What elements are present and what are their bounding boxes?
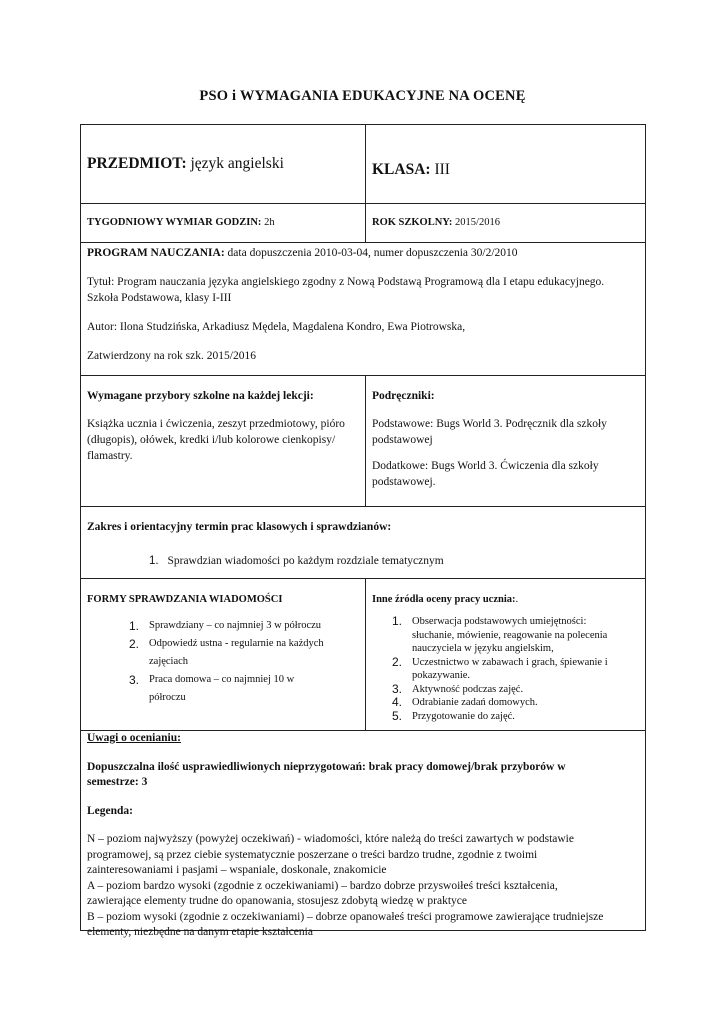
legenda-line: elementy, niezbędne na danym etapie kształcenia — [87, 926, 313, 938]
klasa-cell — [365, 124, 646, 204]
legenda-heading: Legenda: — [87, 804, 133, 817]
klasa-value: III — [434, 161, 450, 178]
zrodla-item: 2. Uczestnictwo w zabawach i grach, śpiewanie i pokazywanie. — [392, 654, 608, 681]
rok-cell — [365, 203, 646, 243]
zakres-heading: Zakres i orientacyjny termin prac klasowych i sprawdzianów: — [87, 521, 392, 533]
dopuszczalna-line1: Dopuszczalna ilość usprawiedliwionych nieprzygotowań: brak pracy domowej/brak przyborów w — [87, 760, 566, 773]
podreczniki-cell — [365, 375, 646, 507]
legenda-line: B – poziom wysoki (zgodnie z oczekiwaniami) – dobrze opanowałeś treści programowe zawierające trudniejsze — [87, 910, 604, 923]
formy-cell — [80, 578, 366, 731]
przybory-line2: (długopis), ołówek, kredki i/lub kolorowe cienkopisy/ — [87, 434, 336, 446]
program-cell — [80, 242, 646, 376]
zakres-cell — [80, 506, 646, 579]
przybory-heading: Wymagane przybory szkolne na każdej lekcji: — [87, 390, 314, 402]
formy-item: 3. Praca domowa – co najmniej 10 w półroczu — [129, 673, 295, 703]
program-label: PROGRAM NAUCZANIA: — [87, 247, 225, 259]
legenda-line: programowej, są przez ciebie systematycznie poszerzane o treści bardzo trudne, zgodnie z twoimi — [87, 848, 538, 861]
podreczniki-p2-line2: podstawowej. — [372, 476, 436, 488]
legenda-line: A – poziom bardzo wysoki (zgodnie z oczekiwaniami) – bardzo dobrze przyswoiłeś treści kształcenia, — [87, 879, 558, 892]
zrodla-item: 4. Odrabianie zadań domowych. — [392, 695, 538, 709]
program-tytul-line1: Tytuł: Program nauczania języka angielskiego zgodny z Nową Podstawą Programową dla I etapu edukacyjnego. — [87, 276, 605, 288]
zakres-item-number: 1. — [149, 555, 159, 567]
przedmiot-value: język angielski — [190, 155, 284, 172]
klasa-label: KLASA: — [372, 161, 431, 178]
podreczniki-p1-line2: podstawowej — [372, 434, 433, 446]
formy-list — [125, 619, 361, 705]
zrodla-list — [388, 615, 641, 723]
rok-value: 2015/2016 — [455, 217, 500, 228]
formy-item: 2. Odpowiedź ustna - regularnie na każdych zajęciach — [129, 637, 324, 667]
program-zatwierdzony: Zatwierdzony na rok szk. 2015/2016 — [87, 350, 256, 362]
program-value: data dopuszczenia 2010-03-04, numer dopuszczenia 30/2/2010 — [227, 247, 518, 259]
podreczniki-p2-line1: Dodatkowe: Bugs World 3. Ćwiczenia dla szkoły — [372, 460, 599, 472]
legenda-line: zainteresowaniami i pasjami – wspaniale, doskonale, znakomicie — [87, 864, 387, 876]
zrodla-heading-suffix: . — [515, 594, 519, 605]
uwagi-heading: Uwagi o ocenianiu: — [87, 732, 181, 744]
legenda-line: N – poziom najwyższy (powyżej oczekiwań) - wiadomości, które należą do treści zawartych w podstawie — [87, 833, 574, 845]
podreczniki-heading: Podręczniki: — [372, 390, 435, 402]
wymiar-value: 2h — [264, 217, 275, 228]
wymiar-label: TYGODNIOWY WYMIAR GODZIN: — [87, 217, 262, 228]
przybory-line3: flamastry. — [87, 450, 133, 462]
formy-heading: FORMY SPRAWDZANIA WIADOMOŚCI — [87, 594, 283, 605]
zrodla-item: 3. Aktywność podczas zajęć. — [392, 681, 524, 696]
page-title: PSO i WYMAGANIA EDUKACYJNE NA OCENĘ — [199, 88, 526, 104]
przybory-line1: Książka ucznia i ćwiczenia, zeszyt przedmiotowy, pióro — [87, 418, 345, 430]
dopuszczalna-line2: semestrze: 3 — [87, 776, 148, 788]
uwagi-cell — [80, 730, 646, 938]
formy-item: 1. Sprawdziany – co najmniej 3 w półroczu — [129, 619, 322, 633]
przedmiot-cell — [80, 124, 366, 204]
legenda-line: zawierające elementy trudne do opanowania, stosujesz zdobytą wiedzę w praktyce — [87, 895, 467, 907]
zrodla-item: 1. Obserwacja podstawowych umiejętności: słuchanie, mówienie, reagowanie na polecenia nauczyciela w języku angielskim, — [392, 614, 608, 654]
zrodla-cell — [365, 578, 646, 731]
wymiar-cell — [80, 203, 366, 243]
zrodla-heading: Inne źródła oceny pracy ucznia: — [372, 594, 516, 605]
zakres-item: Sprawdzian wiadomości po każdym rozdziale tematycznym — [167, 555, 444, 567]
przybory-cell — [80, 375, 366, 507]
przedmiot-label: PRZEDMIOT: — [87, 155, 187, 172]
program-autor: Autor: Ilona Studzińska, Arkadiusz Mędela, Magdalena Kondro, Ewa Piotrowska, — [87, 321, 466, 333]
program-tytul-line2: Szkoła Podstawowa, klasy I-III — [87, 292, 232, 304]
requirements-table — [80, 124, 646, 938]
rok-label: ROK SZKOLNY: — [372, 217, 453, 228]
zrodla-item: 5. Przygotowanie do zajęć. — [392, 708, 515, 723]
podreczniki-p1-line1: Podstawowe: Bugs World 3. Podręcznik dla szkoły — [372, 418, 607, 430]
